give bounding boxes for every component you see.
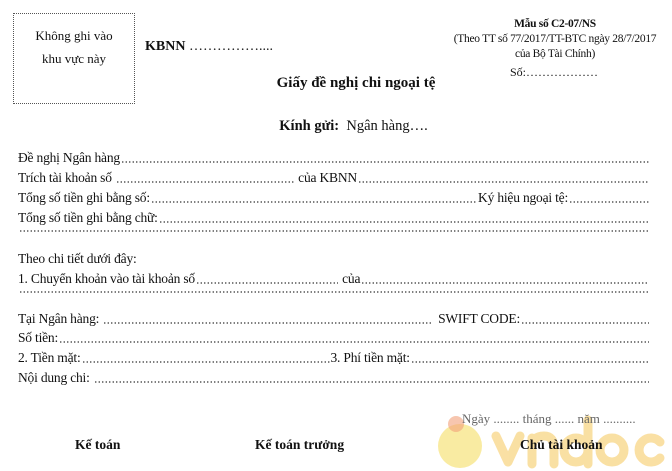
currency-code-field[interactable] [569, 201, 649, 203]
at-bank-label: Tại Ngân hàng: [18, 311, 100, 326]
reserved-box-line-1: Không ghi vào [35, 28, 113, 43]
kbnn-field-input[interactable] [358, 181, 649, 183]
amount-words-label: Tổng số tiền ghi bằng chữ: [18, 210, 158, 225]
bank-row [18, 150, 650, 166]
kbnn-field [145, 39, 273, 55]
amount-words-row-2 [18, 230, 650, 235]
amount-label: Số tiền: [18, 330, 59, 345]
cash-fee-label: 3. Phí tiền mặt: [330, 350, 410, 365]
beneficiary-field[interactable] [361, 282, 649, 284]
amount-words-field-2[interactable] [19, 230, 649, 232]
account-row [18, 170, 650, 186]
content-field[interactable] [94, 381, 649, 383]
signature-chief-accountant: Kế toán trưởng [255, 437, 345, 452]
amount-number-field[interactable] [151, 201, 477, 203]
beneficiary-field-2[interactable] [19, 291, 649, 293]
cash-row [18, 350, 650, 366]
transfer-label: 1. Chuyển khoản vào tài khoản số [18, 271, 195, 286]
form-ref-2: của Bộ Tài Chính) [515, 48, 595, 60]
content-row [18, 370, 650, 386]
at-bank-row [18, 311, 650, 327]
date-line: Ngày ........ tháng ...... năm .......... [462, 411, 636, 426]
details-row [18, 251, 650, 267]
form-reference [440, 17, 670, 62]
recipient-value: Ngân hàng…. [346, 118, 428, 134]
amount-field[interactable] [59, 341, 649, 343]
amount-number-row [18, 190, 650, 206]
form-ref-1: (Theo TT số 77/2017/TT-BTC ngày 28/7/2017 [453, 33, 657, 45]
signature-account-holder: Chủ tài khoản [520, 437, 603, 452]
kbnn-dots: …………….... [188, 39, 273, 54]
swift-label: SWIFT CODE: [438, 311, 520, 326]
kbnn-label: KBNN [145, 39, 186, 54]
signature-accountant: Kế toán [75, 437, 121, 452]
transfer-account-field[interactable] [196, 282, 338, 284]
of-kbnn-label: của KBNN [298, 170, 357, 185]
swift-field[interactable] [521, 322, 649, 324]
amount-words-row [18, 210, 650, 226]
content-label: Nội dung chi: [18, 370, 90, 385]
form-code: Mẫu số C2-07/NS [514, 18, 596, 30]
account-label: Trích tài khoản số [18, 170, 112, 185]
form-number: Số:……………… [510, 65, 599, 79]
page-title: Giấy đề nghị chi ngoại tệ [276, 75, 436, 91]
details-label: Theo chi tiết dưới đây: [18, 251, 137, 266]
reserved-box-line-2: khu vực này [41, 51, 107, 66]
amount-row [18, 330, 650, 346]
transfer-row [18, 271, 650, 287]
bank-field[interactable] [121, 161, 649, 163]
recipient-label: Kính gửi: [279, 118, 340, 134]
cash-field[interactable] [82, 361, 330, 363]
amount-words-field[interactable] [159, 221, 649, 223]
of-label: của [342, 271, 361, 286]
account-field[interactable] [116, 181, 294, 183]
at-bank-field[interactable] [103, 322, 430, 324]
amount-number-label: Tổng số tiền ghi bằng số: [18, 190, 150, 205]
cash-label: 2. Tiền mặt: [18, 350, 81, 365]
recipient [0, 118, 672, 135]
currency-code-label: Ký hiệu ngoại tệ: [478, 190, 568, 205]
bank-label: Đề nghị Ngân hàng [18, 150, 120, 165]
beneficiary-row-2 [18, 291, 650, 296]
cash-fee-field[interactable] [411, 361, 649, 363]
